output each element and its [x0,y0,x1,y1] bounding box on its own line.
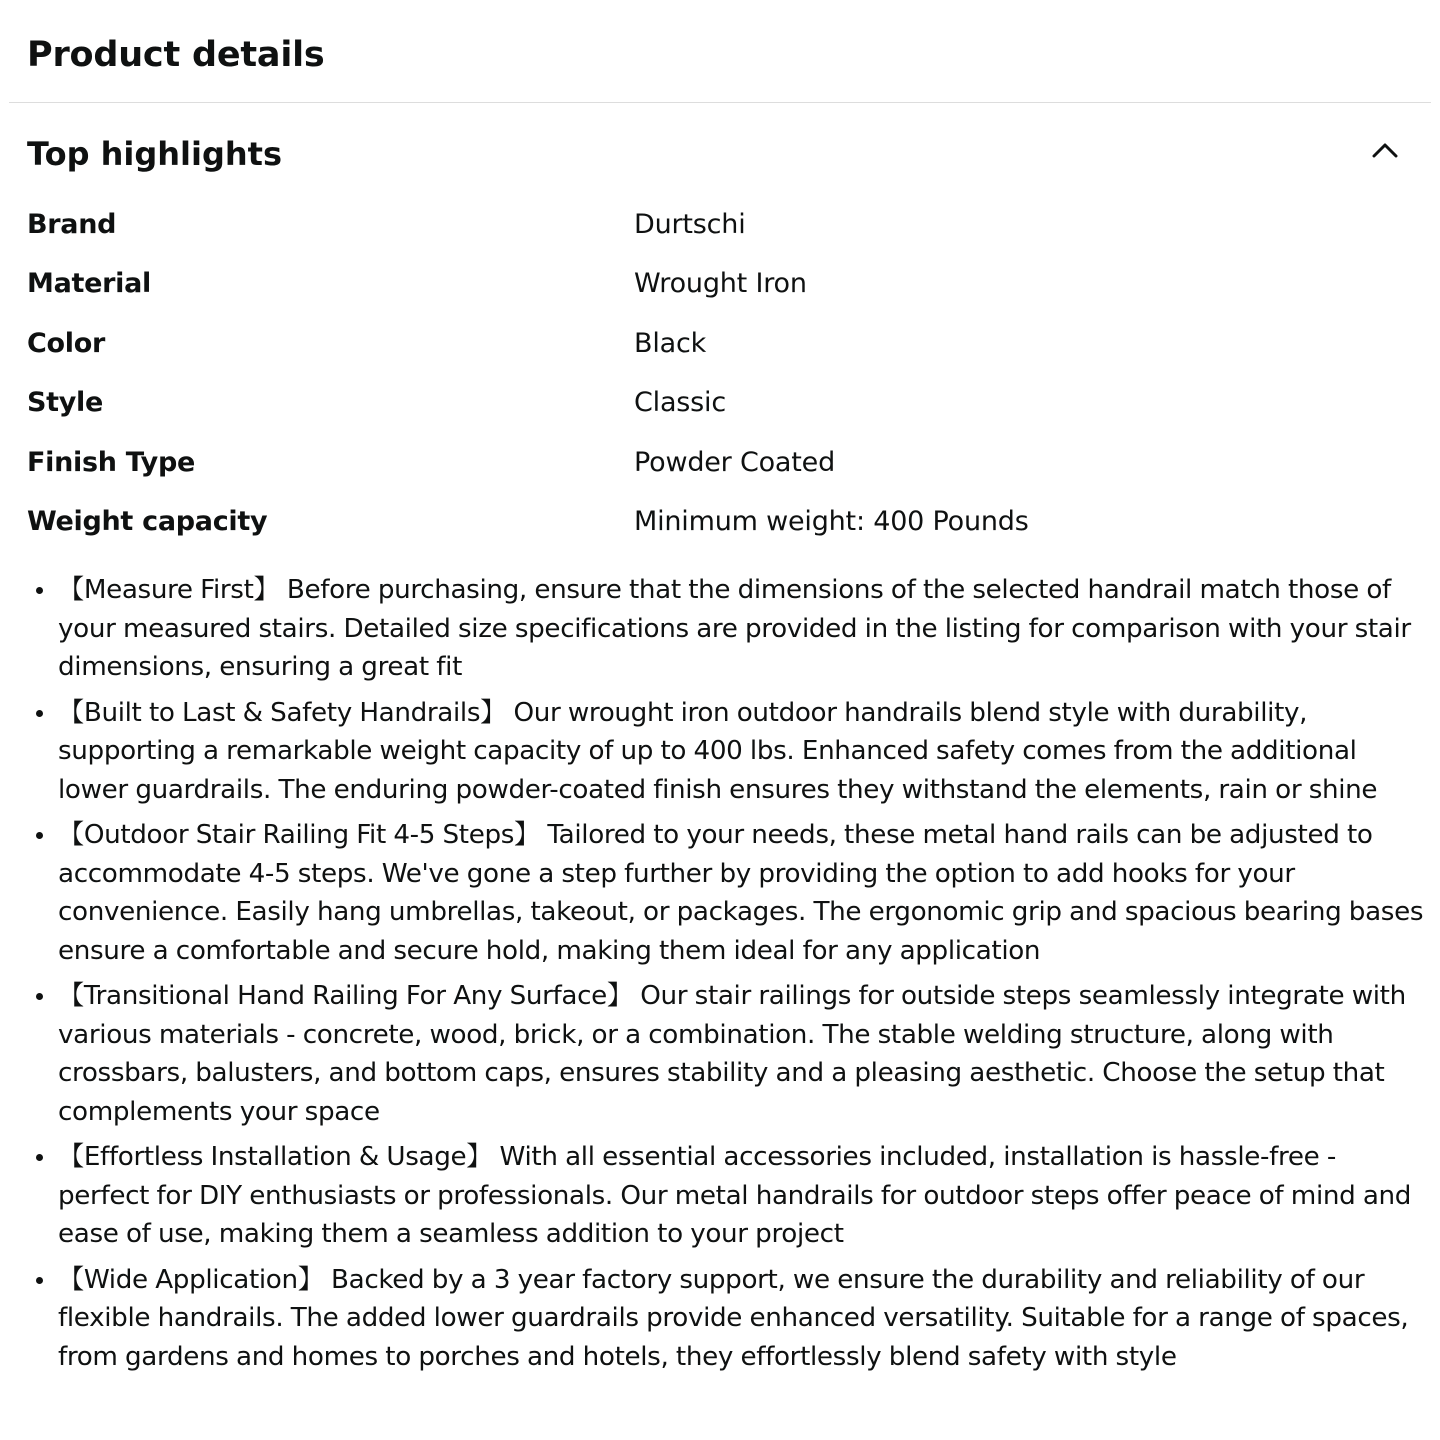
attribute-value: Powder Coated [634,446,836,478]
attribute-row-finish-type [27,438,1427,497]
bullet-dot-icon [36,710,43,717]
bullet-dot-icon [36,993,43,1000]
divider [9,102,1431,103]
feature-bullet [58,571,1430,687]
attribute-value: Minimum weight: 400 Pounds [634,505,1029,537]
attribute-label: Material [27,268,151,300]
bullet-dot-icon [36,587,43,594]
attribute-value: Wrought Iron [634,268,807,300]
attribute-row-color [27,319,1427,378]
top-highlights-header[interactable] [0,128,1440,184]
attribute-label: Brand [27,209,117,240]
attribute-label: Color [27,327,105,359]
feature-bullet [58,1261,1430,1377]
attribute-row-weight-capacity [27,497,1427,556]
attribute-row-brand [27,200,1427,259]
attribute-label: Finish Type [27,446,196,478]
attribute-row-style [27,378,1427,437]
attribute-value: Black [634,327,707,359]
feature-bullet-text: 【Wide Application】 Backed by a 3 year factory support, we ensure the durability and reliability of our flexible handrails. The added lower guardrails provide enhanced versatility. Suitable for a range of spaces, from gardens and homes to porches and hotels, they effortlessly blend safety with style [58,1264,1409,1372]
page-title: Product details [27,35,325,75]
feature-bullet-list [58,571,1430,1383]
chevron-up-icon [1371,141,1399,159]
feature-bullet [58,694,1430,810]
attribute-label: Weight capacity [27,505,268,537]
attribute-value: Classic [634,387,726,419]
feature-bullet-text: 【Transitional Hand Railing For Any Surface】 Our stair railings for outside steps seamlessly integrate with various materials - concrete, wood, brick, or a combination. The stable welding structure, along with crossbars, balusters, and bottom caps, ensures stability and a pleasing aesthetic. Choose the setup that complements your space [58,981,1406,1127]
attribute-label: Style [27,387,104,419]
section-title: Top highlights [27,135,283,173]
collapse-toggle-button[interactable] [1360,130,1410,170]
feature-bullet-text: 【Effortless Installation & Usage】 With all essential accessories included, installation is hassle-free - perfect for DIY enthusiasts or professionals. Our metal handrails for outdoor steps offer peace of mind and ease of use, making them a seamless addition to your project [58,1142,1412,1249]
bullet-dot-icon [36,832,43,839]
feature-bullet-text: 【Built to Last & Safety Handrails】 Our wrought iron outdoor handrails blend style with durability, supporting a remarkable weight capacity of up to 400 lbs. Enhanced safety comes from the additional lower guardrails. The enduring powder-coated finish ensures they withstand the elements, rain or shine [58,697,1378,805]
bullet-dot-icon [36,1154,43,1161]
bullet-dot-icon [36,1277,43,1284]
feature-bullet [58,1138,1430,1254]
feature-bullet [58,816,1430,970]
feature-bullet-text: 【Outdoor Stair Railing Fit 4-5 Steps】 Tailored to your needs, these metal hand rails can be adjusted to accommodate 4-5 steps. We've gone a step further by providing the option to add hooks for your convenience. Easily hang umbrellas, takeout, or packages. The ergonomic grip and spacious bearing bases ensure a comfortable and secure hold, making them ideal for any application [58,820,1424,966]
feature-bullet [58,977,1430,1131]
feature-bullet-text: 【Measure First】 Before purchasing, ensure that the dimensions of the selected handrail match those of your measured stairs. Detailed size specifications are provided in the listing for comparison with your stair dimensions, ensuring a great fit [58,575,1411,682]
attribute-row-material [27,259,1427,318]
attribute-value: Durtschi [634,209,746,240]
attributes-table [27,200,1427,556]
